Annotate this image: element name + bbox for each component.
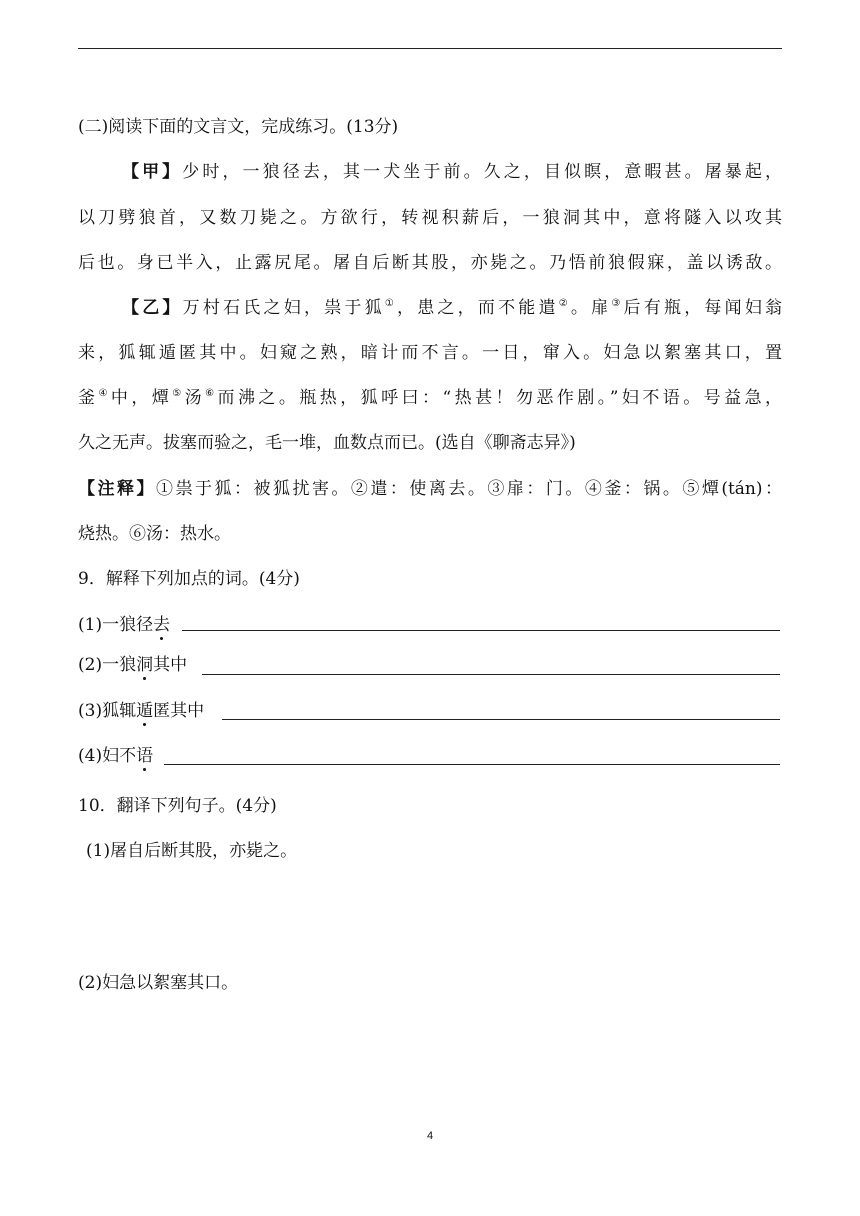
q10-sentence-1: (1)屠自后断其股，亦毙之。 — [86, 841, 298, 861]
dotted-char: 去 — [153, 615, 171, 635]
note-ref-3: ③ — [611, 298, 624, 309]
answer-blank-4[interactable] — [164, 764, 780, 765]
question-10-title: 10．翻译下列句子。(4分) — [78, 796, 277, 816]
header-rule — [78, 48, 782, 49]
section-title: (二)阅读下面的文言文，完成练习。(13分) — [78, 117, 399, 137]
q9-item-2: (2)一狼洞其中 — [78, 655, 188, 675]
dotted-char: 遁 — [136, 701, 154, 721]
answer-blank-3[interactable] — [222, 719, 780, 720]
note-ref-4: ④ — [98, 388, 111, 399]
passage-yi-line-2: 来，狐辄遁匿其中。妇窥之熟，暗计而不言。一日，窜入。妇急以絮塞其口，置 — [78, 343, 782, 363]
notes-line-2: 烧热。⑥汤：热水。 — [78, 524, 231, 544]
notes-tag: 【注释】 — [78, 479, 156, 499]
passage-jia-line-2: 以刀劈狼首，又数刀毙之。方欲行，转视积薪后，一狼洞其中，意将隧入以攻其 — [78, 208, 782, 228]
passage-yi-tag: 【乙】 — [122, 298, 183, 318]
note-ref-5: ⑤ — [172, 388, 185, 399]
note-ref-6: ⑥ — [205, 388, 218, 399]
q9-item-3: (3)狐辄遁匿其中 — [78, 701, 205, 721]
note-ref-2: ② — [558, 298, 571, 309]
dotted-char: 洞 — [136, 655, 154, 675]
answer-blank-1[interactable] — [182, 630, 780, 631]
q9-item-1: (1)一狼径去 — [78, 615, 171, 635]
passage-jia-tag: 【甲】 — [122, 162, 183, 182]
page-number: 4 — [426, 1130, 434, 1142]
dotted-char: 语 — [136, 746, 154, 766]
note-ref-1: ① — [384, 298, 397, 309]
notes-line-1: 【注释】①祟于狐：被狐扰害。②遣：使离去。③扉：门。④釜：锅。⑤燂(tán)： — [78, 479, 782, 499]
passage-jia-line-1: 【甲】少时，一狼径去，其一犬坐于前。久之，目似瞑，意暇甚。屠暴起， — [122, 162, 782, 182]
passage-yi-line-3: 釜④中，燂⑤汤⑥而沸之。瓶热，狐呼曰：“热甚！勿恶作剧。”妇不语。号益急， — [78, 388, 783, 408]
question-9-title: 9．解释下列加点的词。(4分) — [78, 569, 300, 589]
answer-blank-2[interactable] — [202, 674, 780, 675]
q10-sentence-2: (2)妇急以絮塞其口。 — [78, 973, 239, 993]
passage-yi-line-4: 久之无声。拔塞而验之，毛一堆，血数点而已。(选自《聊斋志异》) — [78, 433, 576, 453]
q9-item-4: (4)妇不语 — [78, 746, 154, 766]
passage-jia-line-3: 后也。身已半入，止露尻尾。屠自后断其股，亦毙之。乃悟前狼假寐，盖以诱敌。 — [78, 253, 782, 273]
passage-yi-line-1: 【乙】万村石氏之妇，祟于狐①，患之，而不能遣②。扉③后有瓶，每闻妇翁 — [122, 298, 783, 318]
